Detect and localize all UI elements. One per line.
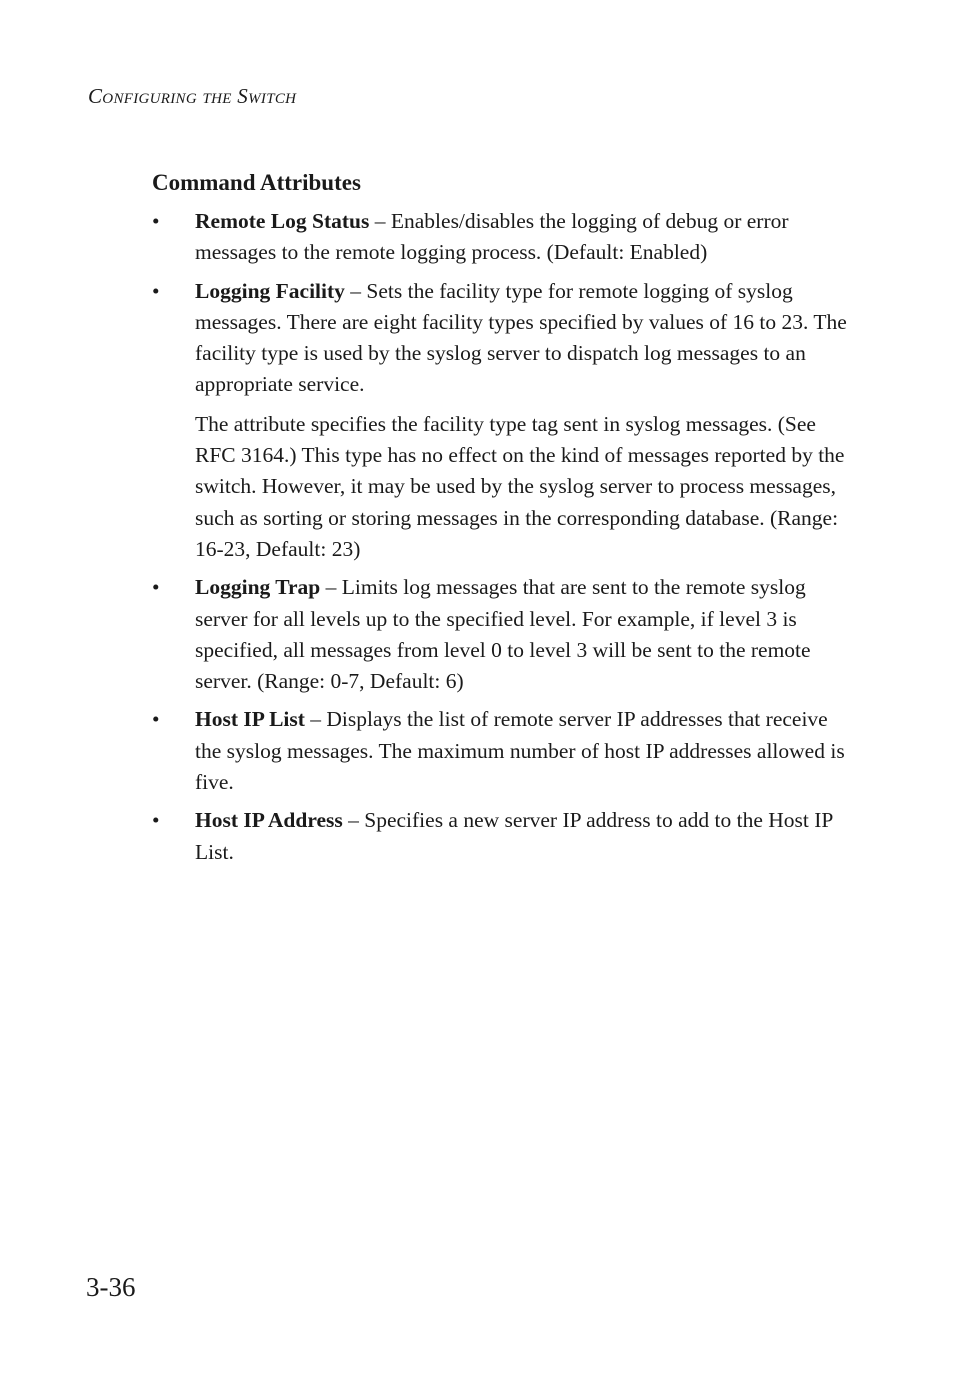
list-item-remote-log-status bbox=[152, 206, 852, 269]
attribute-description: – Specifies a new server IP address to add to the Host IP List. bbox=[195, 808, 833, 864]
section-heading: Command Attributes bbox=[152, 170, 361, 195]
attribute-description: – Sets the facility type for remote logging of syslog messages. There are eight facility types specified by values of 16 to 23. The facility type is used by the syslog server to dispatch log messages to an appropriate service. bbox=[195, 278, 847, 397]
attribute-description: – Enables/disables the logging of debug or error messages to the remote logging process. (Default: Enabled) bbox=[195, 209, 789, 265]
list-item-host-ip-address bbox=[152, 805, 852, 868]
running-header: Configuring the Switch bbox=[88, 84, 297, 108]
attribute-term: Host IP Address bbox=[195, 808, 343, 833]
page-number: 3-36 bbox=[86, 1272, 136, 1302]
list-item-host-ip-list bbox=[152, 704, 852, 798]
bullet-icon: • bbox=[152, 808, 160, 833]
attribute-term: Logging Facility bbox=[195, 278, 345, 303]
attribute-list bbox=[152, 206, 852, 868]
bullet-icon: • bbox=[152, 209, 160, 233]
attribute-extra-paragraph: The attribute specifies the facility type tag sent in syslog messages. (See RFC 3164.) This type has no effect on the kind of messages reported by the switch. However, it may be used by the syslog server to process messages, such as sorting or storing messages in the corresponding database. (Range: 16-23, Default: 23) bbox=[195, 411, 845, 561]
attribute-description: – Displays the list of remote server IP addresses that receive the syslog messages. The maximum number of host IP addresses allowed is five. bbox=[195, 707, 845, 795]
bullet-icon: • bbox=[152, 707, 160, 732]
bullet-icon: • bbox=[152, 575, 160, 600]
attribute-term: Remote Log Status bbox=[195, 209, 370, 233]
attribute-term: Host IP List bbox=[195, 707, 305, 732]
main-content bbox=[152, 166, 852, 875]
list-item-logging-trap bbox=[152, 572, 852, 697]
list-item-logging-facility bbox=[152, 276, 852, 566]
attribute-description: – Limits log messages that are sent to the remote syslog server for all levels up to the specified level. For example, if level 3 is specified, all messages from level 0 to level 3 will be sent to the remote server. (Range: 0-7, Default: 6) bbox=[195, 575, 811, 694]
attribute-term: Logging Trap bbox=[195, 575, 321, 600]
bullet-icon: • bbox=[152, 278, 160, 303]
